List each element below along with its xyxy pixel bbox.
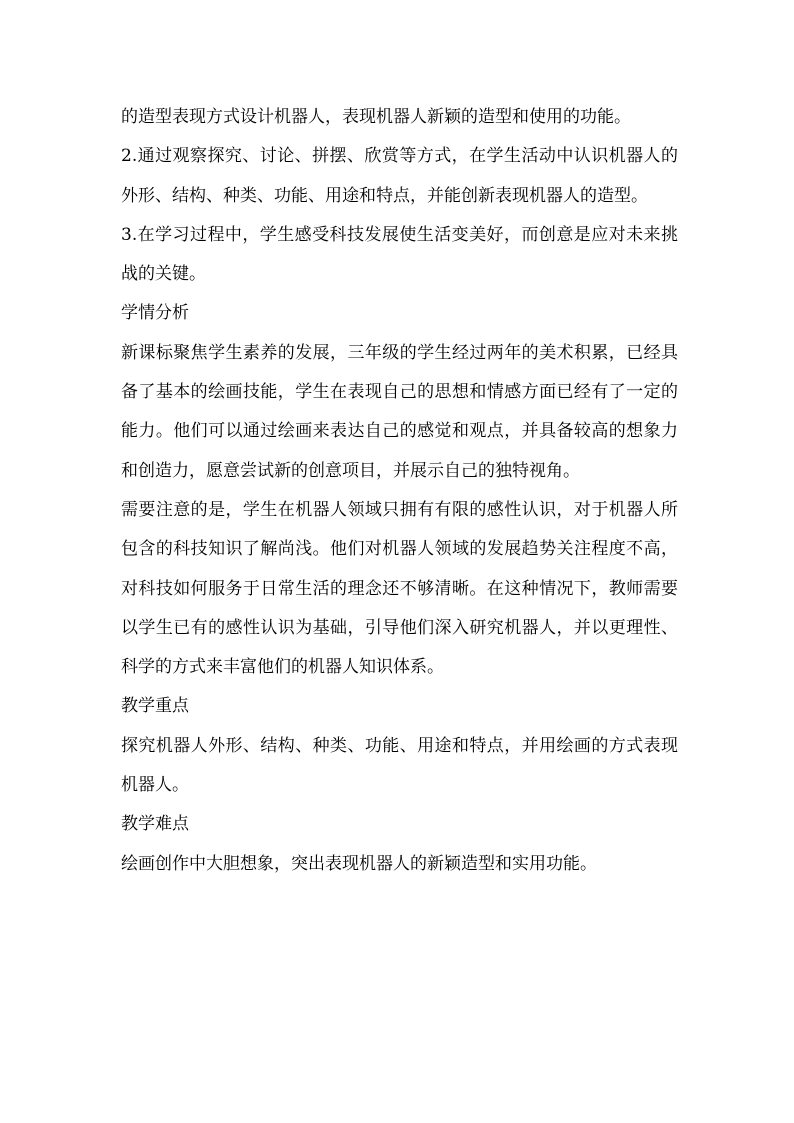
document-body xyxy=(121,98,678,884)
section-heading-teaching-focus: 教学重点 xyxy=(121,696,189,717)
teaching-focus-paragraph: 探究机器人外形、结构、种类、功能、用途和特点，并用绘画的方式表现机器人。 xyxy=(121,735,678,796)
section-heading-teaching-difficulty: 教学难点 xyxy=(121,814,189,835)
teaching-difficulty-paragraph: 绘画创作中大胆想象，突出表现机器人的新颖造型和实用功能。 xyxy=(121,853,597,874)
objective-1-continuation: 的造型表现方式设计机器人，表现机器人新颖的造型和使用的功能。 xyxy=(121,107,631,127)
objective-3: 3.在学习过程中，学生感受科技发展使生活变美好，而创意是应对未来挑战的关键。 xyxy=(121,224,678,285)
student-analysis-paragraph-1: 新课标聚焦学生素养的发展，三年级的学生经过两年的美术积累，已经具备了基本的绘画技能，学生在表现自己的思想和情感方面已经有了一定的能力。他们可以通过绘画来表达自己的感觉和观点，并具备较高的想象力和创造力，愿意尝试新的创意项目，并展示自己的独特视角。 xyxy=(121,342,678,481)
student-analysis-paragraph-2: 需要注意的是，学生在机器人领域只拥有有限的感性认识，对于机器人所包含的科技知识了解尚浅。他们对机器人领域的发展趋势关注程度不高，对科技如何服务于日常生活的理念还不够清晰。在这种情况下，教师需要以学生已有的感性认识为基础，引导他们深入研究机器人，并以更理性、科学的方式来丰富他们的机器人知识体系。 xyxy=(121,499,678,678)
section-heading-student-analysis: 学情分析 xyxy=(121,303,189,324)
objective-2: 2.通过观察探究、讨论、拼摆、欣赏等方式，在学生活动中认识机器人的外形、结构、种类、功能、用途和特点，并能创新表现机器人的造型。 xyxy=(121,146,678,206)
